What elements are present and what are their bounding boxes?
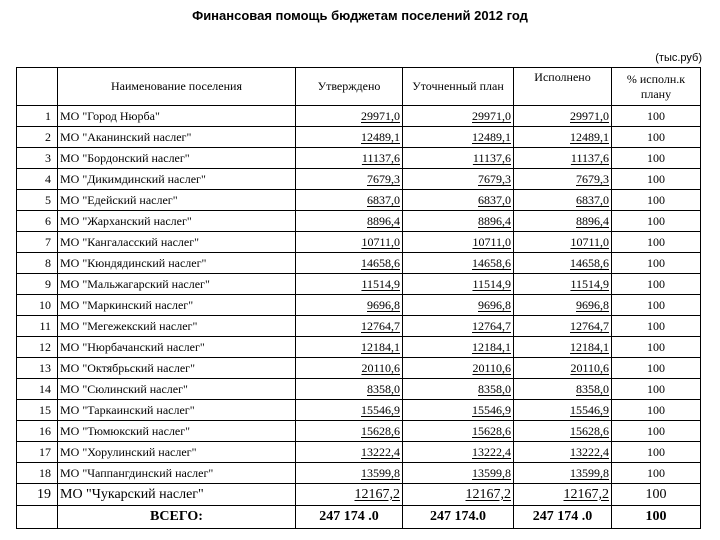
finance-table xyxy=(16,67,701,529)
table-row xyxy=(17,442,701,463)
approved-value: 13222,4 xyxy=(296,442,403,463)
header-name: Наименование поселения xyxy=(58,68,296,106)
approved-value: 8358,0 xyxy=(296,379,403,400)
refined-value: 13222,4 xyxy=(403,442,514,463)
header-percent: % исполн.к плану xyxy=(612,68,701,106)
row-number: 10 xyxy=(17,295,58,316)
total-percent: 100 xyxy=(612,506,701,529)
executed-value: 12167,2 xyxy=(514,484,612,506)
refined-value: 20110,6 xyxy=(403,358,514,379)
row-number: 2 xyxy=(17,127,58,148)
settlement-name: МО "Аканинский наслег" xyxy=(58,127,296,148)
table-row xyxy=(17,274,701,295)
refined-value: 8358,0 xyxy=(403,379,514,400)
percent-value: 100 xyxy=(612,232,701,253)
table-row xyxy=(17,211,701,232)
table-row xyxy=(17,358,701,379)
total-num xyxy=(17,506,58,529)
refined-value: 29971,0 xyxy=(403,106,514,127)
row-number: 17 xyxy=(17,442,58,463)
executed-value: 11514,9 xyxy=(514,274,612,295)
refined-value: 13599,8 xyxy=(403,463,514,484)
settlement-name: МО "Город Нюрба" xyxy=(58,106,296,127)
table-row xyxy=(17,316,701,337)
refined-value: 8896,4 xyxy=(403,211,514,232)
approved-value: 12764,7 xyxy=(296,316,403,337)
executed-value: 15546,9 xyxy=(514,400,612,421)
percent-value: 100 xyxy=(612,379,701,400)
settlement-name: МО "Кангаласский наслег" xyxy=(58,232,296,253)
settlement-name: МО "Сюлинский наслег" xyxy=(58,379,296,400)
percent-value: 100 xyxy=(612,421,701,442)
table-row xyxy=(17,127,701,148)
table-row xyxy=(17,190,701,211)
total-approved: 247 174 .0 xyxy=(296,506,403,529)
approved-value: 7679,3 xyxy=(296,169,403,190)
refined-value: 11137,6 xyxy=(403,148,514,169)
executed-value: 15628,6 xyxy=(514,421,612,442)
percent-value: 100 xyxy=(612,127,701,148)
row-number: 11 xyxy=(17,316,58,337)
row-number: 14 xyxy=(17,379,58,400)
total-refined: 247 174.0 xyxy=(403,506,514,529)
settlement-name: МО "Дикимдинский наслег" xyxy=(58,169,296,190)
header-num xyxy=(17,68,58,106)
executed-value: 8896,4 xyxy=(514,211,612,232)
approved-value: 14658,6 xyxy=(296,253,403,274)
refined-value: 12167,2 xyxy=(403,484,514,506)
row-number: 13 xyxy=(17,358,58,379)
executed-value: 11137,6 xyxy=(514,148,612,169)
settlement-name: МО "Тюмюкский наслег" xyxy=(58,421,296,442)
approved-value: 12489,1 xyxy=(296,127,403,148)
executed-value: 12184,1 xyxy=(514,337,612,358)
table-row xyxy=(17,169,701,190)
table-row xyxy=(17,463,701,484)
table-row xyxy=(17,295,701,316)
row-number: 1 xyxy=(17,106,58,127)
row-number: 8 xyxy=(17,253,58,274)
settlement-name: МО "Едейский наслег" xyxy=(58,190,296,211)
percent-value: 100 xyxy=(612,463,701,484)
table-row xyxy=(17,337,701,358)
percent-value: 100 xyxy=(612,295,701,316)
approved-value: 10711,0 xyxy=(296,232,403,253)
row-number: 7 xyxy=(17,232,58,253)
settlement-name: МО "Кюндядинский наслег" xyxy=(58,253,296,274)
row-number: 16 xyxy=(17,421,58,442)
percent-value: 100 xyxy=(612,337,701,358)
row-number: 3 xyxy=(17,148,58,169)
percent-value: 100 xyxy=(612,442,701,463)
percent-value: 100 xyxy=(612,400,701,421)
percent-value: 100 xyxy=(612,253,701,274)
approved-value: 6837,0 xyxy=(296,190,403,211)
refined-value: 15546,9 xyxy=(403,400,514,421)
settlement-name: МО "Мегежекский наслег" xyxy=(58,316,296,337)
row-number: 6 xyxy=(17,211,58,232)
row-number: 19 xyxy=(17,484,58,506)
table-row xyxy=(17,400,701,421)
table-row xyxy=(17,421,701,442)
executed-value: 13222,4 xyxy=(514,442,612,463)
settlement-name: МО "Жарханский наслег" xyxy=(58,211,296,232)
row-number: 12 xyxy=(17,337,58,358)
refined-value: 11514,9 xyxy=(403,274,514,295)
refined-value: 6837,0 xyxy=(403,190,514,211)
percent-value: 100 xyxy=(612,316,701,337)
executed-value: 13599,8 xyxy=(514,463,612,484)
approved-value: 12167,2 xyxy=(296,484,403,506)
refined-value: 15628,6 xyxy=(403,421,514,442)
approved-value: 8896,4 xyxy=(296,211,403,232)
settlement-name: МО "Нюрбачанский наслег" xyxy=(58,337,296,358)
approved-value: 11137,6 xyxy=(296,148,403,169)
executed-value: 10711,0 xyxy=(514,232,612,253)
table-row xyxy=(17,148,701,169)
table-row xyxy=(17,253,701,274)
approved-value: 15546,9 xyxy=(296,400,403,421)
percent-value: 100 xyxy=(612,106,701,127)
refined-value: 7679,3 xyxy=(403,169,514,190)
executed-value: 20110,6 xyxy=(514,358,612,379)
refined-value: 14658,6 xyxy=(403,253,514,274)
table-row xyxy=(17,379,701,400)
total-row xyxy=(17,506,701,529)
settlement-name: МО "Мальжагарский наслег" xyxy=(58,274,296,295)
total-label: ВСЕГО: xyxy=(58,506,296,529)
percent-value: 100 xyxy=(612,148,701,169)
settlement-name: МО "Маркинский наслег" xyxy=(58,295,296,316)
approved-value: 12184,1 xyxy=(296,337,403,358)
percent-value: 100 xyxy=(612,274,701,295)
header-row xyxy=(17,68,701,106)
settlement-name: МО "Октябрьский наслег" xyxy=(58,358,296,379)
settlement-name: МО "Чукарский наслег" xyxy=(58,484,296,506)
page-title: Финансовая помощь бюджетам поселений 2012 год xyxy=(192,8,528,23)
approved-value: 29971,0 xyxy=(296,106,403,127)
settlement-name: МО "Бордонский наслег" xyxy=(58,148,296,169)
row-number: 4 xyxy=(17,169,58,190)
approved-value: 9696,8 xyxy=(296,295,403,316)
total-executed: 247 174 .0 xyxy=(514,506,612,529)
refined-value: 12489,1 xyxy=(403,127,514,148)
executed-value: 12764,7 xyxy=(514,316,612,337)
row-number: 9 xyxy=(17,274,58,295)
percent-value: 100 xyxy=(612,190,701,211)
table-row xyxy=(17,106,701,127)
row-number: 5 xyxy=(17,190,58,211)
executed-value: 8358,0 xyxy=(514,379,612,400)
executed-value: 29971,0 xyxy=(514,106,612,127)
approved-value: 20110,6 xyxy=(296,358,403,379)
percent-value: 100 xyxy=(612,169,701,190)
header-approved: Утверждено xyxy=(296,68,403,106)
approved-value: 13599,8 xyxy=(296,463,403,484)
executed-value: 14658,6 xyxy=(514,253,612,274)
executed-value: 9696,8 xyxy=(514,295,612,316)
header-executed: Исполнено xyxy=(514,68,612,106)
executed-value: 12489,1 xyxy=(514,127,612,148)
row-number: 15 xyxy=(17,400,58,421)
refined-value: 9696,8 xyxy=(403,295,514,316)
approved-value: 15628,6 xyxy=(296,421,403,442)
refined-value: 12764,7 xyxy=(403,316,514,337)
executed-value: 7679,3 xyxy=(514,169,612,190)
percent-value: 100 xyxy=(612,358,701,379)
row-number: 18 xyxy=(17,463,58,484)
executed-value: 6837,0 xyxy=(514,190,612,211)
refined-value: 12184,1 xyxy=(403,337,514,358)
table-row xyxy=(17,484,701,506)
settlement-name: МО "Таркаинский наслег" xyxy=(58,400,296,421)
settlement-name: МО "Чаппангдинский наслег" xyxy=(58,463,296,484)
unit-label: (тыс.руб) xyxy=(655,52,702,64)
header-refined: Уточненный план xyxy=(403,68,514,106)
settlement-name: МО "Хорулинский наслег" xyxy=(58,442,296,463)
percent-value: 100 xyxy=(612,211,701,232)
percent-value: 100 xyxy=(612,484,701,506)
approved-value: 11514,9 xyxy=(296,274,403,295)
refined-value: 10711,0 xyxy=(403,232,514,253)
table-row xyxy=(17,232,701,253)
